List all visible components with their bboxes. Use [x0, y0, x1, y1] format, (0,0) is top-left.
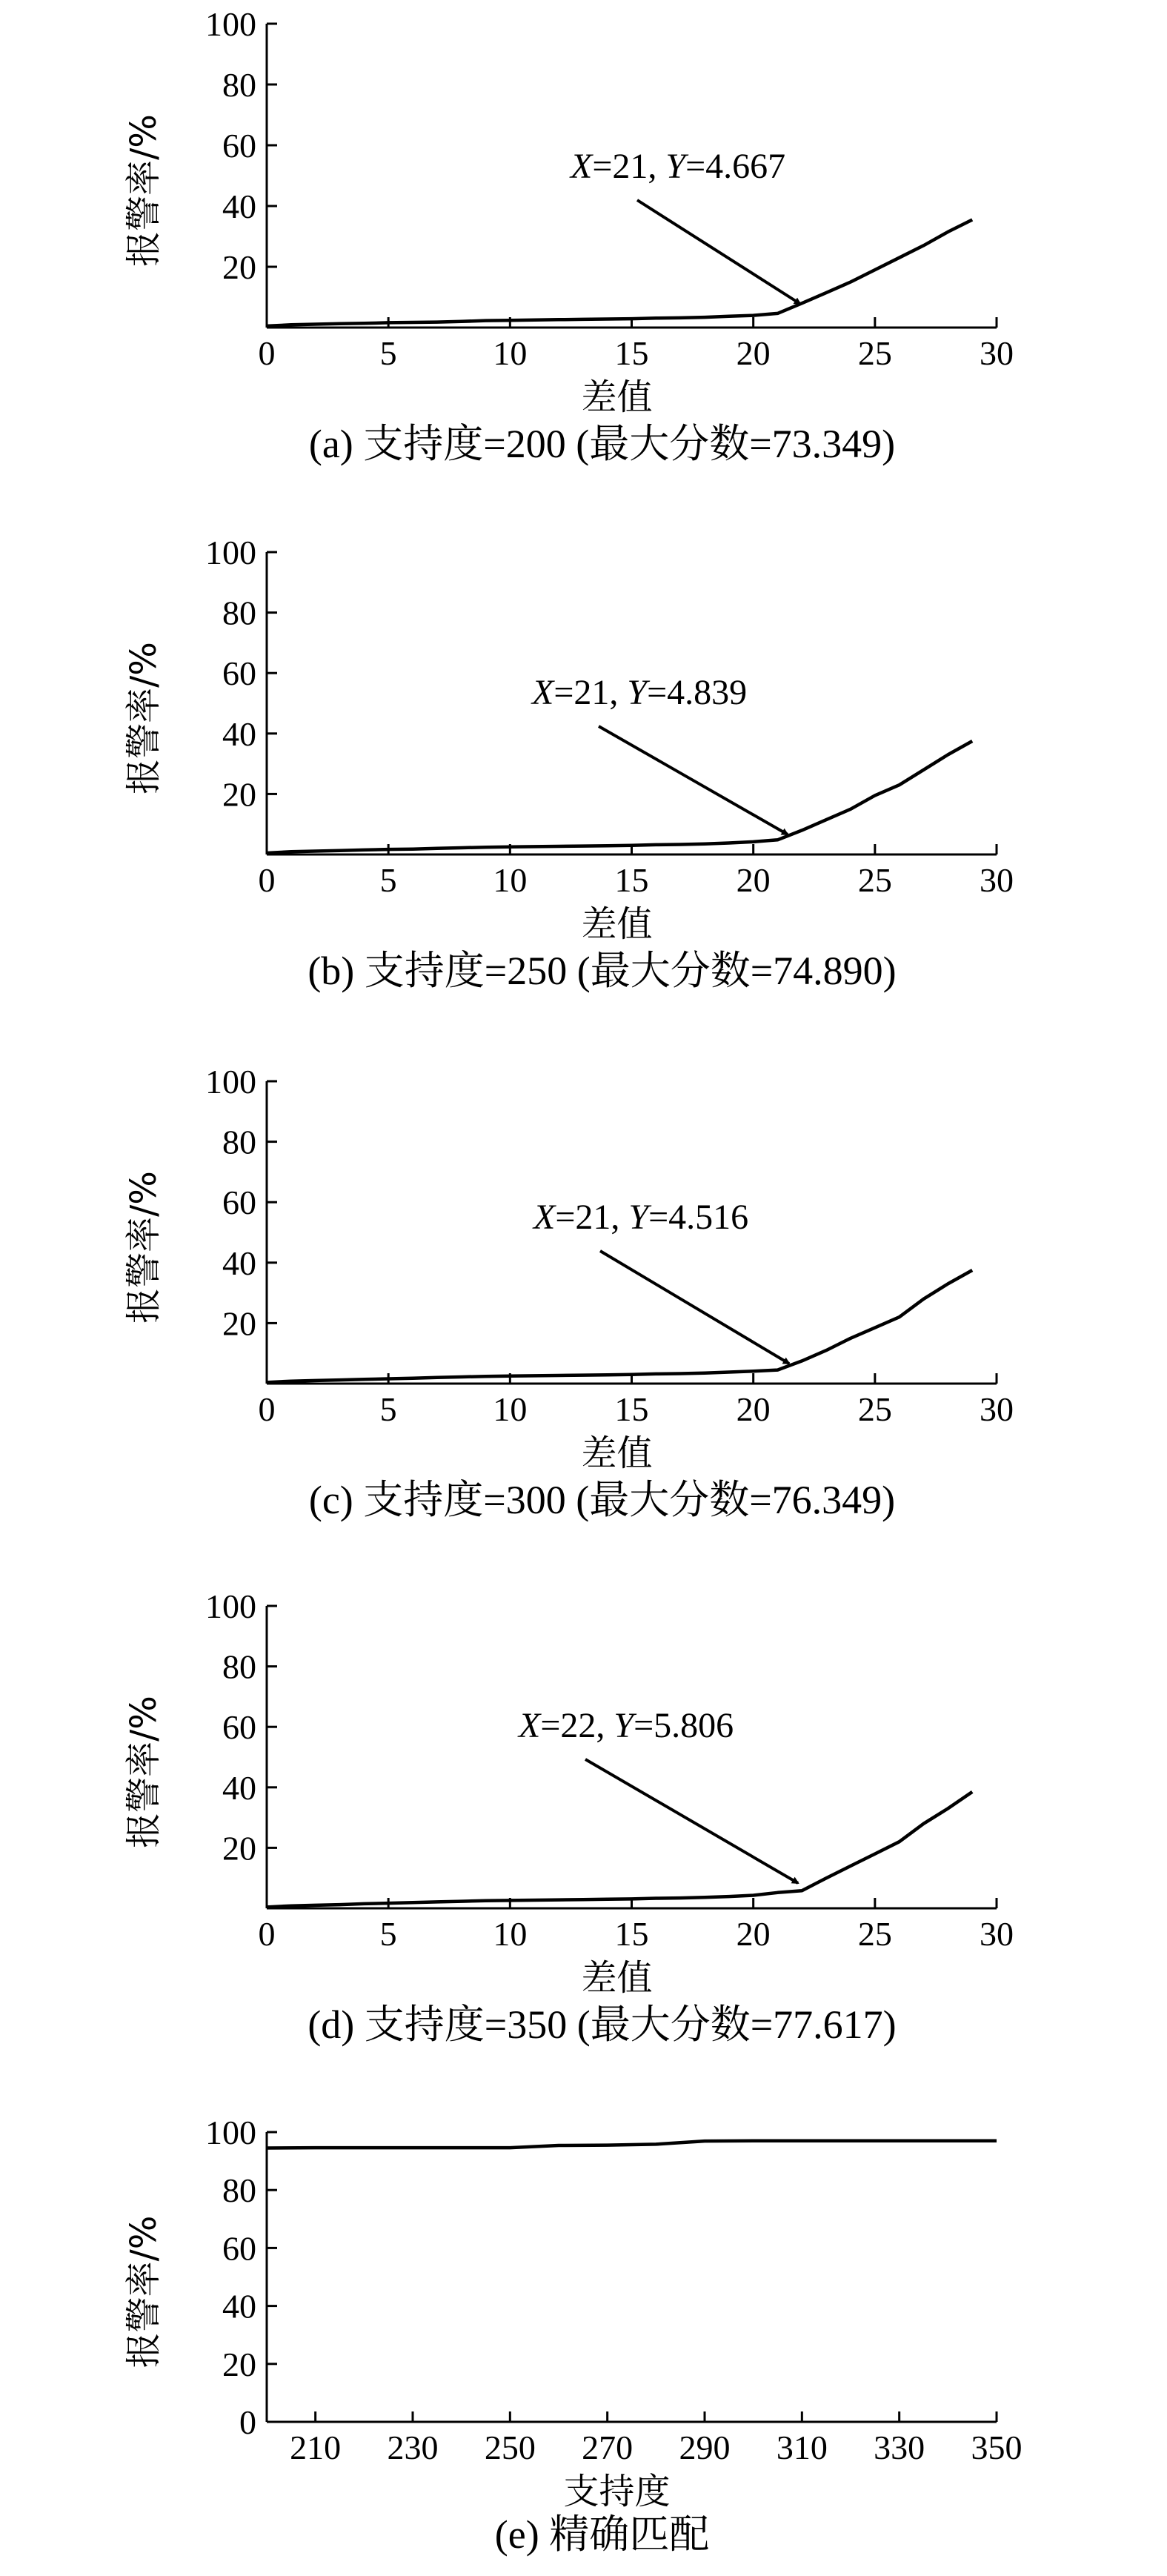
chart-panel-b: [123, 534, 1014, 993]
annotation-label: [517, 1706, 734, 1745]
annotation-part: =21,: [555, 1198, 629, 1237]
x-tick-label: 25: [857, 1915, 892, 1953]
y-tick-label: 60: [222, 2229, 256, 2268]
annotation-part: X: [571, 147, 593, 186]
annotation-part: =22,: [540, 1706, 614, 1745]
chart-caption: (d) 支持度=350 (最大分数=77.617): [307, 2002, 897, 2047]
x-tick-label: 0: [258, 1915, 276, 1953]
series-line: [267, 741, 972, 853]
chart-caption: (c) 支持度=300 (最大分数=76.349): [308, 1478, 896, 1522]
x-axis-label: 支持度: [563, 2471, 671, 2512]
y-tick-label: 100: [205, 2114, 256, 2151]
x-tick-label: 30: [980, 861, 1014, 899]
y-tick-label: 80: [222, 1647, 256, 1686]
x-tick-label: 350: [971, 2429, 1023, 2466]
x-tick-label: 30: [980, 1915, 1014, 1953]
y-tick-label: 20: [222, 775, 256, 814]
y-tick-label: 40: [222, 1244, 256, 1282]
y-axis-label: 报警率/%: [123, 1696, 164, 1848]
x-tick-label: 30: [980, 1390, 1014, 1428]
y-axis-label: 报警率/%: [123, 1171, 164, 1324]
x-tick-label: 5: [379, 861, 397, 899]
chart-caption: (a) 支持度=200 (最大分数=73.349): [308, 422, 896, 466]
y-tick-label: 80: [222, 2171, 256, 2210]
chart-panel-e: [123, 2114, 1023, 2557]
y-tick-label: 40: [222, 714, 256, 753]
annotation-part: =5.806: [634, 1706, 734, 1745]
annotation-part: =4.839: [647, 673, 748, 712]
x-tick-label: 15: [614, 861, 649, 899]
x-axis-label: 差值: [581, 1957, 653, 1999]
x-tick-label: 5: [379, 334, 397, 372]
x-tick-label: 250: [484, 2429, 536, 2466]
y-tick-label: 100: [205, 1063, 256, 1101]
x-tick-label: 15: [614, 1915, 649, 1953]
annotation-part: =4.667: [685, 147, 786, 186]
x-axis-label: 差值: [581, 903, 653, 945]
y-axis-label: 报警率/%: [123, 114, 164, 267]
y-tick-label: 60: [222, 1708, 256, 1747]
annotation-part: Y: [665, 147, 686, 186]
y-tick-label: 20: [222, 1304, 256, 1343]
x-tick-label: 10: [493, 1915, 528, 1953]
x-tick-label: 15: [614, 1390, 649, 1428]
x-tick-label: 290: [679, 2429, 731, 2466]
annotation-part: Y: [627, 673, 648, 712]
annotation-part: =21,: [553, 673, 628, 712]
y-tick-label: 80: [222, 1123, 256, 1161]
x-tick-label: 25: [857, 334, 892, 372]
y-tick-label: 40: [222, 187, 256, 225]
x-tick-label: 230: [387, 2429, 439, 2466]
y-tick-label: 60: [222, 127, 256, 165]
x-tick-label: 5: [379, 1390, 397, 1428]
x-tick-label: 10: [493, 334, 528, 372]
x-tick-label: 0: [258, 1390, 276, 1428]
annotation-part: =4.516: [648, 1198, 749, 1237]
annotation-part: X: [532, 673, 554, 712]
annotation-arrow: [585, 1759, 798, 1883]
x-tick-label: 20: [736, 861, 771, 899]
x-tick-label: 20: [736, 1390, 771, 1428]
y-tick-label: 100: [205, 534, 256, 571]
x-tick-label: 0: [258, 334, 276, 372]
x-tick-label: 25: [857, 861, 892, 899]
x-tick-label: 20: [736, 334, 771, 372]
y-tick-label: 100: [205, 5, 256, 43]
y-tick-label: 80: [222, 66, 256, 104]
annotation-label: [569, 147, 785, 186]
x-tick-label: 270: [582, 2429, 634, 2466]
y-tick-label: 60: [222, 1184, 256, 1222]
y-tick-label: 40: [222, 1768, 256, 1807]
x-tick-label: 0: [258, 861, 276, 899]
series-line: [267, 1270, 972, 1382]
y-tick-label: 60: [222, 654, 256, 693]
y-tick-label: 20: [222, 1829, 256, 1868]
chart-caption: (e) 精确匹配: [494, 2512, 710, 2557]
x-tick-label: 330: [874, 2429, 925, 2466]
annotation-part: Y: [628, 1198, 649, 1237]
y-tick-label: 80: [222, 594, 256, 632]
annotation-part: X: [519, 1706, 541, 1745]
x-axis-label: 差值: [581, 376, 653, 418]
series-line: [267, 2141, 997, 2148]
y-axis-label: 报警率/%: [123, 2215, 164, 2368]
x-tick-label: 210: [290, 2429, 342, 2466]
y-tick-label: 40: [222, 2287, 256, 2326]
y-tick-label: 20: [222, 248, 256, 286]
annotation-label: [532, 1198, 748, 1237]
x-tick-label: 20: [736, 1915, 771, 1953]
annotation-label: [531, 673, 747, 712]
x-tick-label: 15: [614, 334, 649, 372]
x-tick-label: 10: [493, 1390, 528, 1428]
x-tick-label: 30: [980, 334, 1014, 372]
chart-panel-c: [123, 1063, 1014, 1522]
series-line: [267, 1792, 972, 1908]
chart-panel-d: [123, 1587, 1014, 2047]
x-tick-label: 310: [776, 2429, 828, 2466]
annotation-part: =21,: [592, 147, 666, 186]
y-axis-label: 报警率/%: [123, 642, 164, 794]
annotation-arrow: [599, 726, 788, 834]
x-tick-label: 5: [379, 1915, 397, 1953]
series-line: [267, 220, 972, 326]
x-tick-label: 25: [857, 1390, 892, 1428]
x-axis-label: 差值: [581, 1433, 653, 1474]
annotation-arrow: [600, 1251, 789, 1364]
annotation-part: Y: [614, 1706, 634, 1745]
y-tick-label: 0: [239, 2403, 256, 2441]
annotation-part: X: [533, 1198, 556, 1237]
x-tick-label: 10: [493, 861, 528, 899]
y-tick-label: 20: [222, 2345, 256, 2383]
chart-caption: (b) 支持度=250 (最大分数=74.890): [307, 949, 897, 993]
chart-panel-a: [123, 5, 1014, 466]
annotation-arrow: [637, 200, 800, 304]
y-tick-label: 100: [205, 1587, 256, 1625]
